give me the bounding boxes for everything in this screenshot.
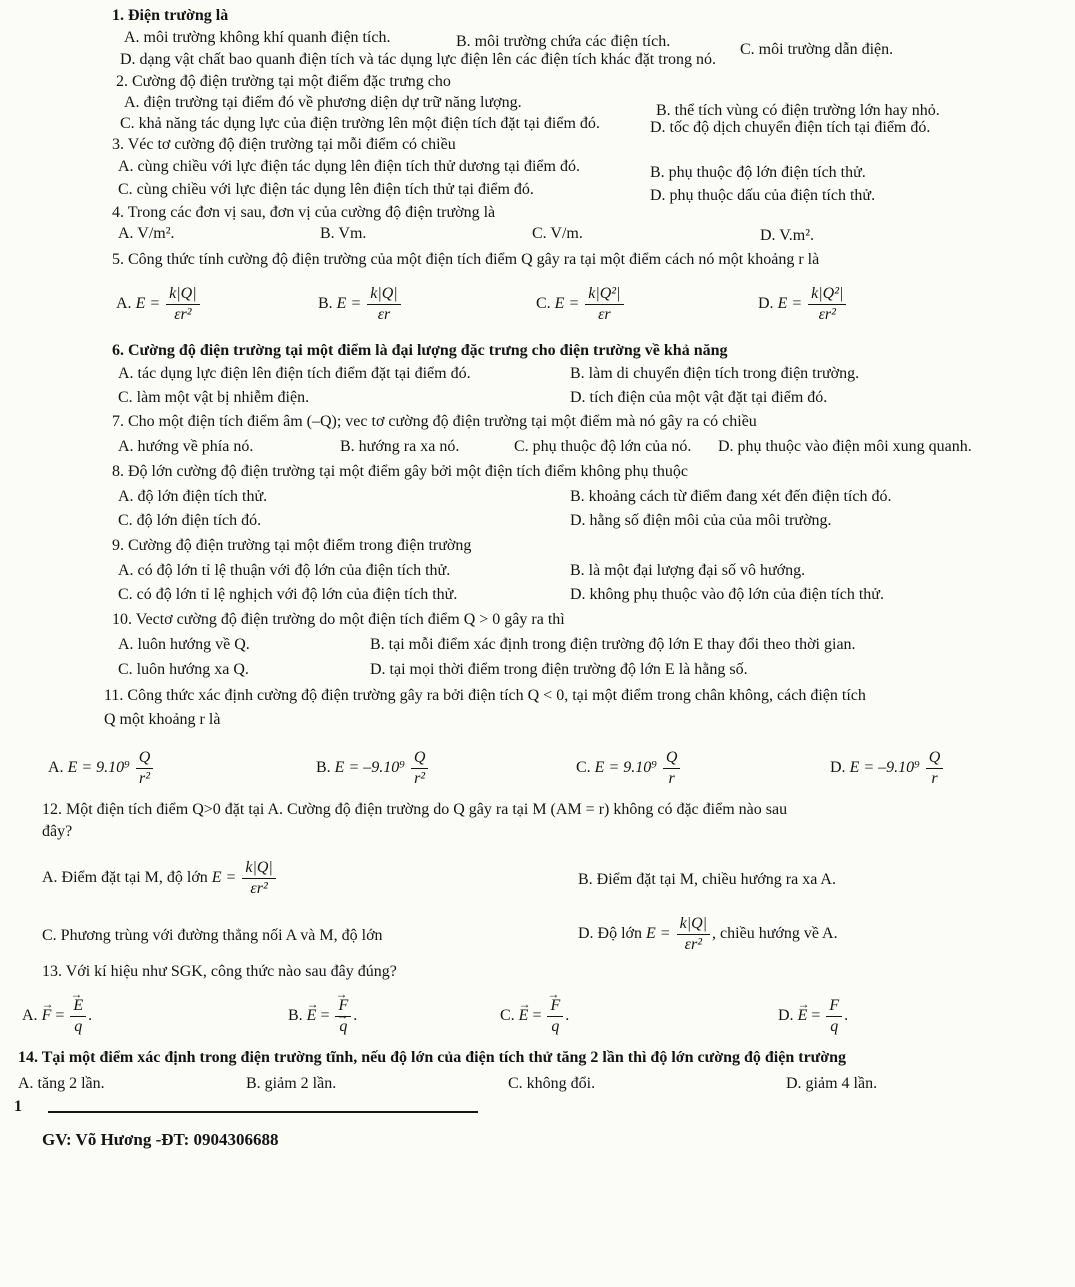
q11-label-c: C. <box>576 759 591 777</box>
teacher-contact: GV: Võ Hương -ĐT: 0904306688 <box>42 1130 279 1149</box>
q3-option-d: D. phụ thuộc dấu của điện tích thử. <box>650 187 876 204</box>
question-12-stem: 12. Một điện tích điểm Q>0 đặt tại A. Cường độ điện trường do Q gây ra tại M (AM = r) không có đặc điểm nào sau <box>42 801 788 818</box>
q6-option-c: C. làm một vật bị nhiễm điện. <box>118 389 310 406</box>
q5-option-b: B. E = $\frac{k|Q|}{\varepsilon r}$ <box>318 284 403 325</box>
q2-option-b: B. thể tích vùng có điện trường lớn hay nhỏ. <box>656 102 940 119</box>
q4-option-b: B. Vm. <box>320 225 367 242</box>
q6-option-d: D. tích điện của một vật đặt tại điểm đó. <box>570 389 828 406</box>
q2-option-a: A. điện trường tại điểm đó về phương diện dự trữ năng lượng. <box>124 94 522 111</box>
q14-option-a: A. tăng 2 lần. <box>18 1075 105 1092</box>
q8-option-a: A. độ lớn điện tích thử. <box>118 488 268 505</box>
q7-option-a: A. hướng về phía nó. <box>118 438 254 455</box>
q1-option-c: C. môi trường dẫn điện. <box>740 41 894 58</box>
question-11-stem-cont: Q một khoảng r là <box>104 711 221 728</box>
q5-fraction-b: $\frac{k|Q|}{\varepsilon r}$ <box>367 284 400 325</box>
q5-fraction-c: $\frac{\text{k|Q²|}}{\varepsilon r}$ <box>585 284 623 325</box>
question-8-stem: 8. Độ lớn cường độ điện trường tại một điểm gây bởi một điện tích điểm không phụ thuộc <box>112 463 688 480</box>
q7-option-b: B. hướng ra xa nó. <box>340 438 460 455</box>
question-12-stem-cont: đây? <box>42 823 73 840</box>
question-7-stem: 7. Cho một điện tích điểm âm (–Q); vec tơ cường độ điện trường tại một điểm mà nó gây ra có chiều <box>112 413 757 430</box>
q4-option-d: D. V.m². <box>760 227 814 244</box>
q4-option-c: C. V/m. <box>532 225 583 242</box>
q14-option-d: D. giảm 4 lần. <box>786 1075 878 1092</box>
q9-option-a: A. có độ lớn tỉ lệ thuận với độ lớn của điện tích thử. <box>118 562 451 579</box>
q11-option-d: D. E = –9.10⁹ $\frac{Q}{r}$ <box>830 748 945 789</box>
question-6-stem: 6. Cường độ điện trường tại một điểm là đại lượng đặc trưng cho điện trường về khả năng <box>112 342 728 359</box>
q10-option-a: A. luôn hướng về Q. <box>118 636 250 653</box>
question-5-stem: 5. Công thức tính cường độ điện trường của một điện tích điểm Q gây ra tại một điểm cách nó một khoảng r là <box>112 251 820 268</box>
footer-divider <box>48 1111 478 1113</box>
question-3-stem: 3. Véc tơ cường độ điện trường tại mỗi điểm có chiều <box>112 136 456 153</box>
q2-option-d: D. tốc độ dịch chuyển điện tích tại điểm đó. <box>650 119 931 136</box>
q8-option-d: D. hằng số điện môi của của môi trường. <box>570 512 832 529</box>
q11-option-b: B. E = –9.10⁹ $\frac{Q}{\text{r²}}$ <box>316 748 430 789</box>
q4-option-a: A. V/m². <box>118 225 175 242</box>
q12-option-a: A. Điểm đặt tại M, độ lớn E = $\frac{k|Q|}{\text{εr²}}$ <box>42 858 278 899</box>
question-10-stem: 10. Vectơ cường độ điện trường do một điện tích điểm Q > 0 gây ra thì <box>112 611 565 628</box>
q10-option-b: B. tại mỗi điểm xác định trong điện trường độ lớn E thay đổi theo thời gian. <box>370 636 856 653</box>
question-14-stem: 14. Tại một điểm xác định trong điện trường tĩnh, nếu độ lớn của điện tích thử tăng 2 lần thì độ lớn cường độ điện trường <box>18 1049 847 1066</box>
question-1-stem: 1. Điện trường là <box>112 7 229 24</box>
q5-label-d: D. <box>758 295 774 313</box>
question-11-stem: 11. Công thức xác định cường độ điện trường gây ra bởi điện tích Q < 0, tại một điểm trong chân không, cách điện tích <box>104 687 866 704</box>
q1-option-b: B. môi trường chứa các điện tích. <box>456 33 671 50</box>
q13-option-c: C. → E = → $\frac{F}{q}$ . <box>500 996 569 1037</box>
q8-option-b: B. khoảng cách từ điểm đang xét đến điện tích đó. <box>570 488 892 505</box>
q10-option-d: D. tại mọi thời điểm trong điện trường độ lớn E là hằng số. <box>370 661 748 678</box>
q5-fraction-d: $\frac{\text{k|Q²|}}{\text{εr²}}$ <box>808 284 846 325</box>
q5-option-c: C. E = $\frac{\text{k|Q²|}}{\varepsilon r}$ <box>536 284 626 325</box>
question-2-stem: 2. Cường độ điện trường tại một điểm đặc trưng cho <box>116 73 451 90</box>
q7-option-c: C. phụ thuộc độ lớn của nó. <box>514 438 692 455</box>
q8-option-c: C. độ lớn điện tích đó. <box>118 512 262 529</box>
question-13-stem: 13. Với kí hiệu như SGK, công thức nào sau đây đúng? <box>42 963 397 980</box>
q13-option-b: B. → E = → F → q . <box>288 996 357 1037</box>
q3-option-c: C. cùng chiều với lực điện tác dụng lên điện tích thử tại điểm đó. <box>118 181 534 198</box>
q13-option-a: A. → F = → $\frac{E}{q}$ . <box>22 996 92 1037</box>
q12-option-b: B. Điểm đặt tại M, chiều hướng ra xa A. <box>578 871 836 888</box>
q11-label-b: B. <box>316 759 331 777</box>
page-number: 1 <box>14 1098 22 1115</box>
q5-label-a: A. <box>116 295 132 313</box>
q9-option-b: B. là một đại lượng đại số vô hướng. <box>570 562 806 579</box>
q5-label-c: C. <box>536 295 551 313</box>
q5-label-b: B. <box>318 295 333 313</box>
q3-option-a: A. cùng chiều với lực điện tác dụng lên điện tích thử dương tại điểm đó. <box>118 158 580 175</box>
q9-option-c: C. có độ lớn tỉ lệ nghịch với độ lớn của điện tích thử. <box>118 586 458 603</box>
q11-label-a: A. <box>48 759 64 777</box>
q3-option-b: B. phụ thuộc độ lớn điện tích thử. <box>650 164 866 181</box>
q12-fraction-a: $\frac{k|Q|}{\text{εr²}}$ <box>242 858 275 899</box>
q5-option-d: D. E = $\frac{\text{k|Q²|}}{\text{εr²}}$ <box>758 284 848 325</box>
question-9-stem: 9. Cường độ điện trường tại một điểm trong điện trường <box>112 537 472 554</box>
q5-fraction-a: $\frac{k|Q|}{\text{εr²}}$ <box>166 284 199 325</box>
q11-label-d: D. <box>830 759 846 777</box>
q14-option-b: B. giảm 2 lần. <box>246 1075 337 1092</box>
question-4-stem: 4. Trong các đơn vị sau, đơn vị của cường độ điện trường là <box>112 204 496 221</box>
q11-option-c: C. E = 9.10⁹ $\frac{Q}{r}$ <box>576 748 682 789</box>
q12-fraction-d: $\frac{k|Q|}{\text{εr²}}$ <box>677 914 710 955</box>
q1-option-a: A. môi trường không khí quanh điện tích. <box>124 29 391 46</box>
q1-option-d: D. dạng vật chất bao quanh điện tích và tác dụng lực điện lên các điện tích khác đặt trong nó. <box>120 51 717 68</box>
q12-option-c: C. Phương trùng với đường thẳng nối A và M, độ lớn <box>42 927 383 944</box>
q12-option-d: D. Độ lớn E = $\frac{k|Q|}{\text{εr²}}$ , chiều hướng về A. <box>578 915 838 953</box>
q10-option-c: C. luôn hướng xa Q. <box>118 661 249 678</box>
q14-option-c: C. không đổi. <box>508 1075 596 1092</box>
q11-option-a: A. E = 9.10⁹ $\frac{Q}{\text{r²}}$ <box>48 748 155 789</box>
q7-option-d: D. phụ thuộc vào điện môi xung quanh. <box>718 438 972 455</box>
q13-option-d: D. → E = $\frac{F}{q}$ . <box>778 996 848 1037</box>
q9-option-d: D. không phụ thuộc vào độ lớn của điện tích thử. <box>570 586 884 603</box>
q6-option-b: B. làm di chuyển điện tích trong điện trường. <box>570 365 860 382</box>
q5-option-a: A. E = $\frac{k|Q|}{\text{εr²}}$ <box>116 284 202 325</box>
q2-option-c: C. khả năng tác dụng lực của điện trường lên một điện tích đặt tại điểm đó. <box>120 115 600 132</box>
q6-option-a: A. tác dụng lực điện lên điện tích điểm đặt tại điểm đó. <box>118 365 471 382</box>
